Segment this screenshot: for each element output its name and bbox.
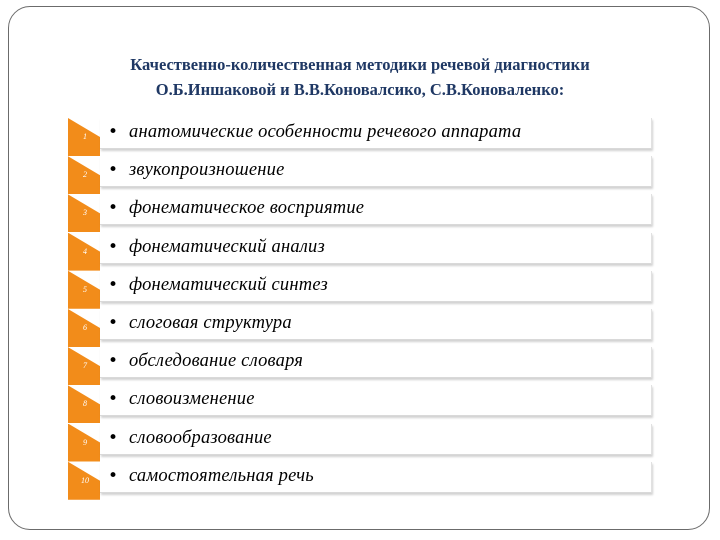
list-item [68, 424, 652, 462]
item-label: слоговая структура [129, 312, 292, 333]
item-bar [100, 462, 652, 493]
bullet-icon: • [108, 236, 119, 257]
slide-title [40, 52, 680, 102]
bullet-icon: • [108, 351, 119, 372]
item-label: самостоятельная речь [129, 465, 314, 486]
item-bar [100, 118, 652, 149]
item-number: 6 [83, 322, 87, 332]
item-number: 10 [81, 475, 89, 485]
list-item [68, 156, 652, 194]
item-number: 1 [83, 132, 87, 141]
title-line-1: Качественно-количественная методики речевой диагностики [130, 55, 590, 74]
item-number: 3 [83, 208, 87, 218]
list-item [68, 271, 652, 309]
bullet-icon: • [108, 160, 119, 181]
list-item [68, 118, 652, 156]
item-bar [100, 385, 652, 416]
list-item [68, 309, 652, 347]
item-number: 2 [83, 170, 87, 180]
bullet-icon: • [108, 427, 119, 448]
item-bar [100, 347, 652, 378]
item-number: 5 [83, 284, 87, 294]
item-bar [100, 233, 652, 264]
item-label: фонематическое восприятие [129, 198, 365, 219]
item-bar [100, 271, 652, 302]
item-bar [100, 424, 652, 455]
item-label: словообразование [129, 427, 272, 448]
list-item [68, 194, 652, 232]
item-number: 9 [83, 437, 87, 447]
list-item [68, 385, 652, 423]
item-bar [100, 194, 652, 225]
item-number: 7 [83, 361, 87, 371]
list-item [68, 233, 652, 271]
item-number: 4 [83, 246, 87, 256]
list-item [68, 462, 652, 500]
item-number: 8 [83, 399, 87, 409]
bullet-icon: • [108, 122, 119, 142]
item-bar [100, 309, 652, 340]
list-item [68, 347, 652, 385]
item-label: фонематический синтез [129, 274, 328, 295]
bullet-icon: • [108, 274, 119, 295]
item-label: словоизменение [129, 389, 255, 410]
item-label: фонематический анализ [129, 236, 325, 257]
title-line-2: О.Б.Иншаковой и В.В.Коновалсико, С.В.Коноваленко: [155, 80, 565, 99]
item-label: анатомические особенности речевого аппарата [129, 122, 522, 142]
item-label: обследование словаря [129, 351, 304, 372]
bullet-icon: • [108, 198, 119, 219]
item-bar [100, 156, 652, 187]
item-label: звукопроизношение [129, 160, 285, 181]
bullet-icon: • [108, 389, 119, 410]
bullet-icon: • [108, 465, 119, 486]
method-list [68, 118, 652, 500]
bullet-icon: • [108, 312, 119, 333]
